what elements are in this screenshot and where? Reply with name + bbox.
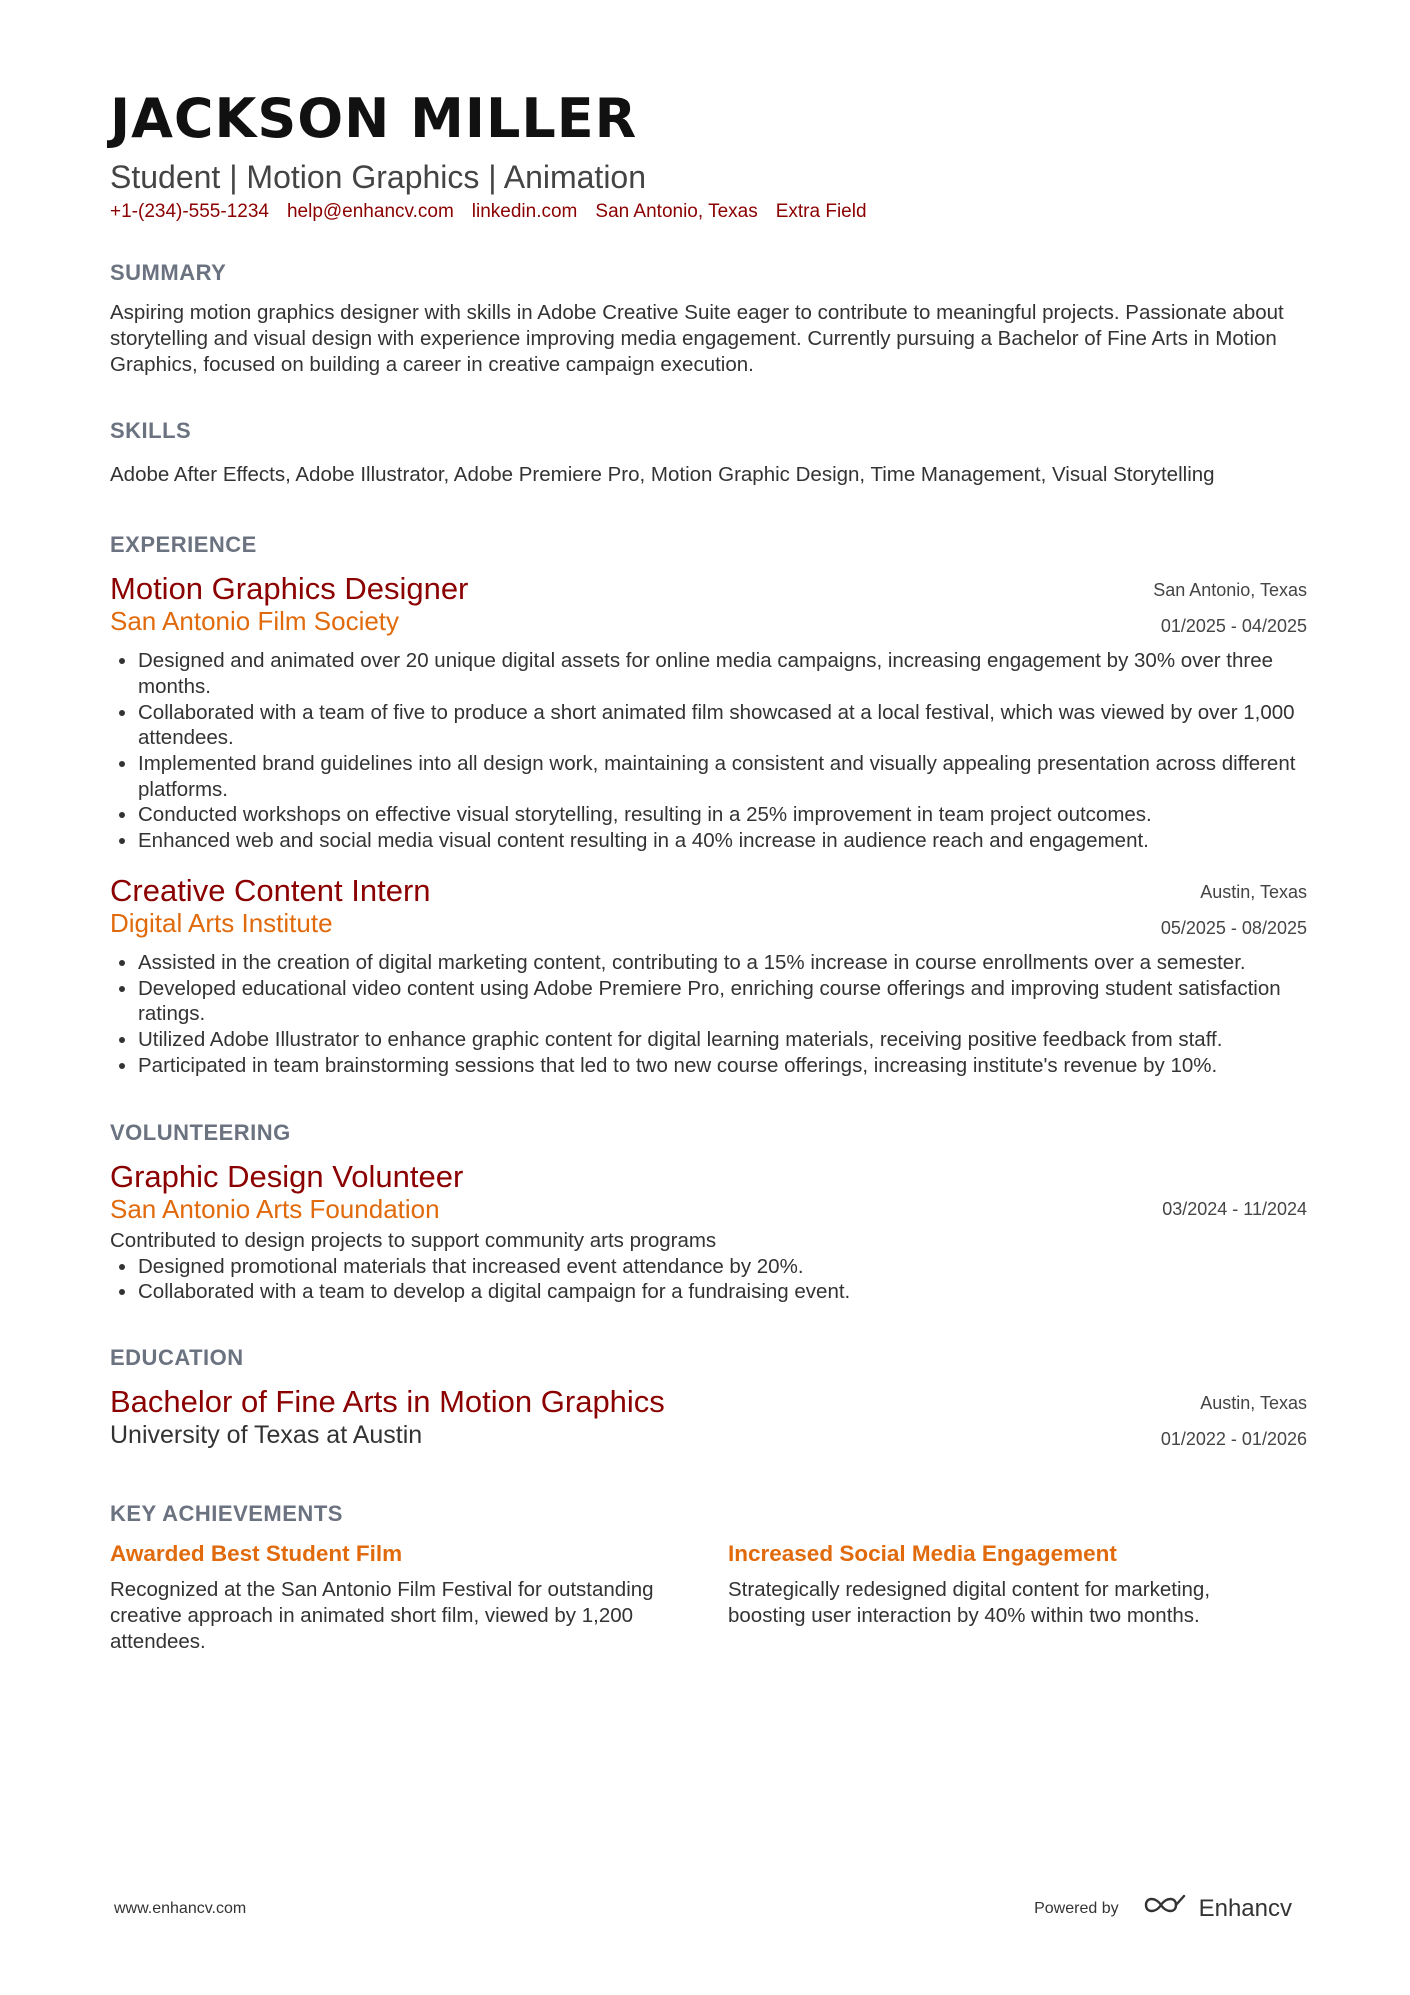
job-meta (1153, 572, 1307, 644)
achievements-grid (110, 1541, 1307, 1655)
page-footer (114, 1893, 1292, 1924)
job-location: Austin, Texas (1200, 881, 1307, 902)
contact-email[interactable]: help@enhancv.com (286, 201, 454, 223)
contact-phone[interactable]: +1-(234)-555-1234 (110, 201, 269, 223)
achievements-section (110, 1501, 1307, 1655)
education-degree: Bachelor of Fine Arts in Motion Graphics (110, 1384, 665, 1420)
job-bullets (110, 648, 1307, 854)
enhancv-wordmark: Enhancv (1198, 1894, 1292, 1922)
experience-section (110, 532, 1307, 1078)
education-school: University of Texas at Austin (110, 1421, 423, 1450)
achievement-title: Increased Social Media Engagement (728, 1541, 1117, 1567)
achievement-title: Awarded Best Student Film (110, 1541, 403, 1567)
enhancv-brand[interactable] (1143, 1893, 1292, 1924)
job-title: Motion Graphics Designer (110, 571, 469, 607)
education-section (110, 1345, 1307, 1457)
job-bullet: • Conducted workshops on effective visual storytelling, resulting in a 25% improvement in team project outcomes. (138, 802, 1307, 828)
skills-text: Adobe After Effects, Adobe Illustrator, Adobe Premiere Pro, Motion Graphic Design, Time Management, Visual Storytelling (110, 463, 1215, 487)
contact-linkedin[interactable]: linkedin.com (471, 201, 578, 223)
footer-branding (1034, 1893, 1292, 1924)
experience-heading: EXPERIENCE (110, 532, 257, 558)
contact-bar (110, 201, 1307, 223)
job-header (110, 874, 1307, 946)
volunteering-entry (110, 1160, 1307, 1305)
education-dates: 01/2022 - 01/2026 (1160, 1429, 1307, 1450)
volunteer-org-row (110, 1194, 1307, 1225)
enhancv-logo-icon (1143, 1893, 1189, 1924)
footer-website[interactable]: www.enhancv.com (114, 1899, 247, 1917)
job-bullet: • Implemented brand guidelines into all design work, maintaining a consistent and visually appealing presentation across different platforms. (138, 751, 1307, 802)
candidate-name: JACKSON MILLER (110, 87, 638, 150)
education-entry (110, 1385, 1307, 1457)
achievement-item (728, 1541, 1274, 1655)
contact-location: San Antonio, Texas (595, 201, 758, 223)
volunteer-dates: 03/2024 - 11/2024 (1162, 1199, 1307, 1220)
job-company: Digital Arts Institute (110, 907, 333, 938)
job-bullet: • Enhanced web and social media visual content resulting in a 40% increase in audience reach and engagement. (138, 828, 1307, 854)
job-bullet: • Utilized Adobe Illustrator to enhance graphic content for digital learning materials, receiving positive feedback from staff. (138, 1027, 1307, 1053)
volunteer-org: San Antonio Arts Foundation (110, 1194, 440, 1225)
achievements-heading: KEY ACHIEVEMENTS (110, 1501, 343, 1527)
job-dates: 01/2025 - 04/2025 (1160, 616, 1307, 637)
job-company: San Antonio Film Society (110, 606, 400, 637)
education-location: Austin, Texas (1200, 1393, 1307, 1414)
job-title: Creative Content Intern (110, 872, 431, 908)
job-header (110, 572, 1307, 644)
resume-content (110, 87, 1307, 1655)
powered-by-label: Powered by (1034, 1899, 1119, 1917)
experience-entry (110, 572, 1307, 854)
summary-section (110, 260, 1307, 378)
volunteer-bullet: • Designed promotional materials that increased event attendance by 20%. (138, 1254, 1307, 1280)
job-bullet: • Collaborated with a team of five to produce a short animated film showcased at a local festival, which was viewed by over 1,000 attendees. (138, 700, 1307, 751)
achievement-item (110, 1541, 656, 1655)
volunteering-section (110, 1120, 1307, 1305)
job-meta (1161, 874, 1307, 946)
job-dates: 05/2025 - 08/2025 (1160, 917, 1307, 938)
summary-text: Aspiring motion graphics designer with skills in Adobe Creative Suite eager to contribute to meaningful projects. Passionate about storytelling and visual design with experience improving media engagement. Currently pursuing a Bachelor of Fine Arts in Motion Graphics, focused on building a career in creative campaign execution. (110, 301, 1284, 377)
volunteer-role: Graphic Design Volunteer (110, 1159, 464, 1195)
contact-extra-field: Extra Field (775, 201, 867, 223)
education-heading: EDUCATION (110, 1345, 244, 1371)
candidate-tagline: Student | Motion Graphics | Animation (110, 159, 647, 195)
skills-section (110, 418, 1307, 488)
volunteering-heading: VOLUNTEERING (110, 1120, 291, 1146)
achievement-description: Strategically redesigned digital content for marketing, boosting user interaction by 40% within two months. (728, 1578, 1211, 1628)
summary-heading: SUMMARY (110, 260, 227, 286)
education-meta (1161, 1385, 1307, 1457)
volunteer-bullet: • Collaborated with a team to develop a digital campaign for a fundraising event. (138, 1279, 1307, 1305)
job-bullets (110, 950, 1307, 1079)
job-bullet: • Designed and animated over 20 unique digital assets for online media campaigns, increasing engagement by 30% over three months. (138, 648, 1307, 699)
skills-heading: SKILLS (110, 418, 192, 444)
volunteer-bullets (110, 1254, 1307, 1305)
job-location: San Antonio, Texas (1153, 580, 1307, 601)
job-bullet: • Assisted in the creation of digital marketing content, contributing to a 15% increase in course enrollments over a semester. (138, 950, 1307, 976)
job-bullet: • Developed educational video content using Adobe Premiere Pro, enriching course offerings and improving student satisfaction ratings. (138, 976, 1307, 1027)
volunteer-description: Contributed to design projects to support community arts programs (110, 1228, 717, 1252)
experience-entry (110, 874, 1307, 1079)
job-bullet: • Participated in team brainstorming sessions that led to two new course offerings, increasing institute's revenue by 10%. (138, 1053, 1307, 1079)
achievement-description: Recognized at the San Antonio Film Festival for outstanding creative approach in animated short film, viewed by 1,200 attendees. (110, 1578, 654, 1654)
